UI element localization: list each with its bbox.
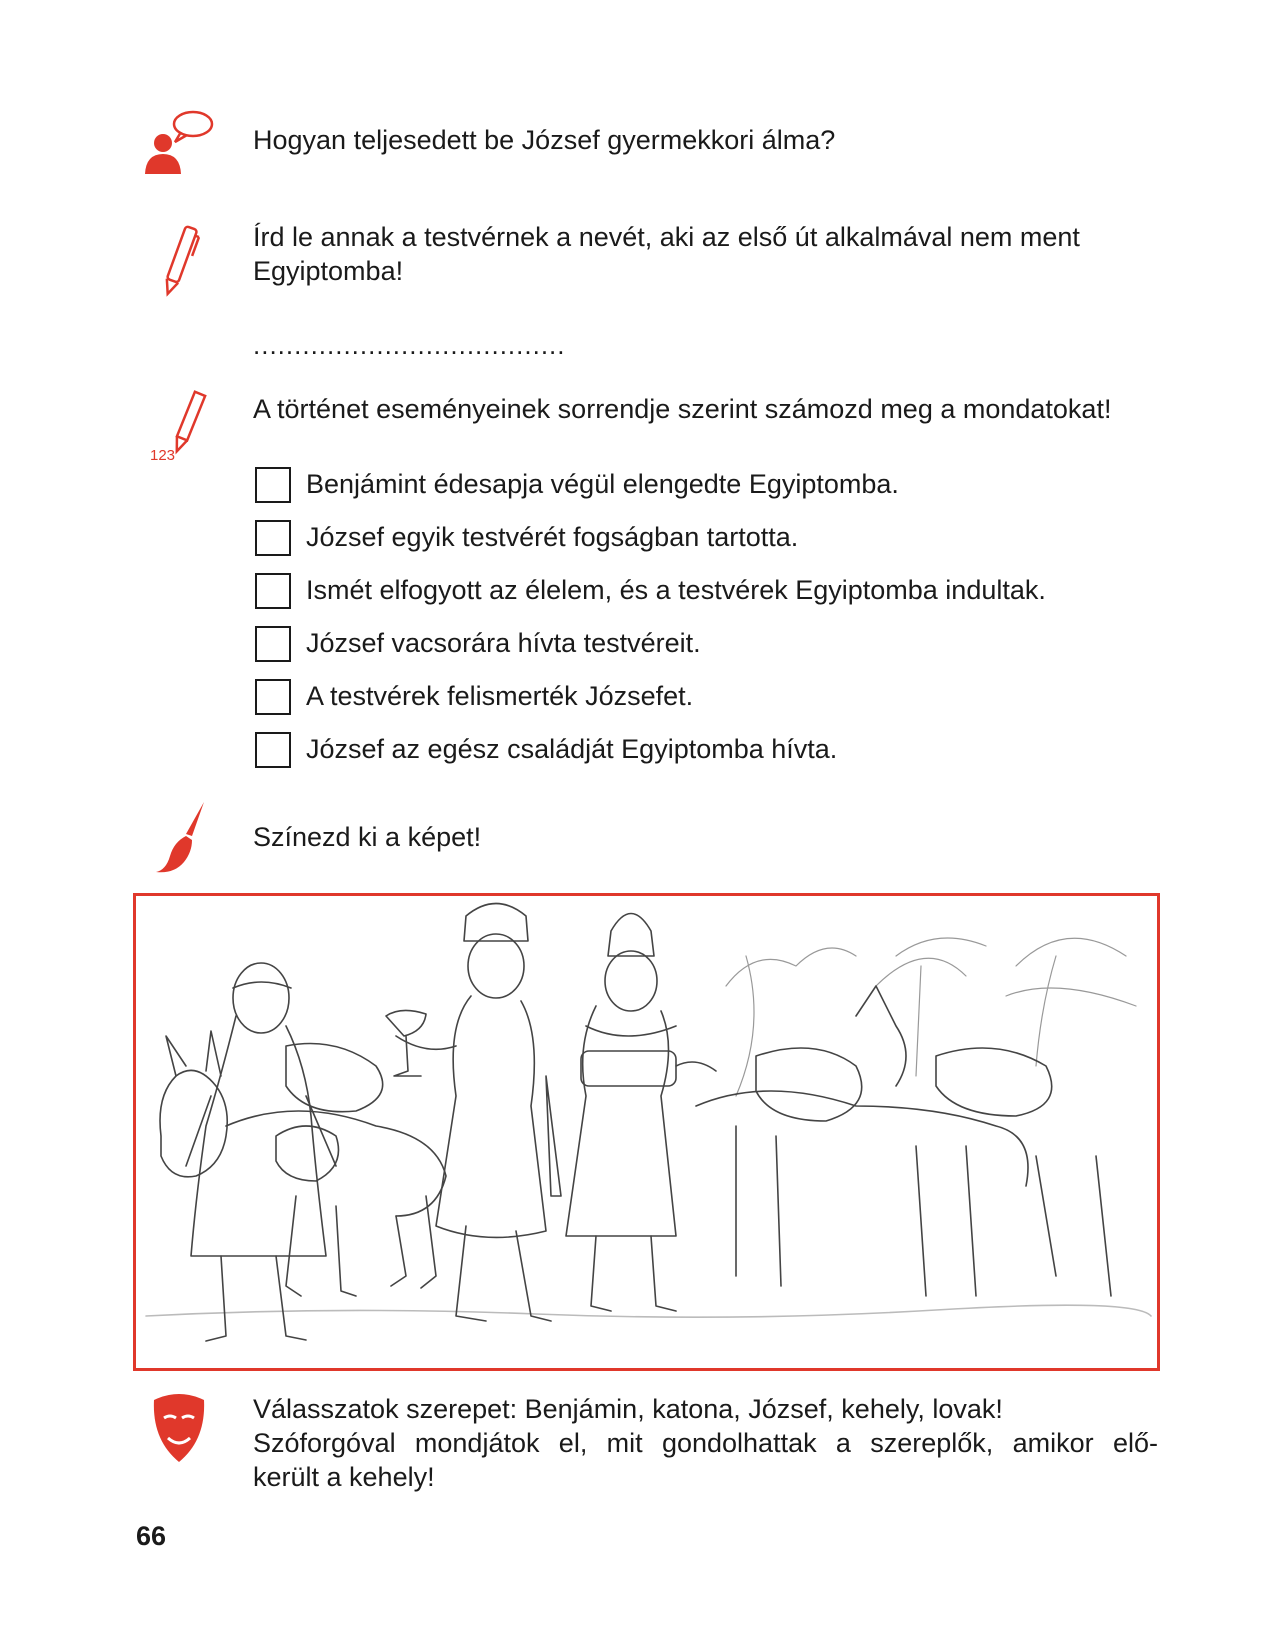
numbering-text: 123	[150, 447, 176, 464]
list-item	[255, 458, 1046, 511]
number-box[interactable]	[255, 732, 291, 768]
list-item	[255, 670, 1046, 723]
number-box[interactable]	[255, 679, 291, 715]
speech-person-icon	[143, 108, 215, 174]
sentence-text: Ismét elfogyott az élelem, és a testvérek Egyiptomba indultak.	[306, 575, 1046, 605]
sentence-text: József egyik testvérét fogságban tartotta.	[306, 522, 799, 552]
number-box[interactable]	[255, 520, 291, 556]
numbering-pencil-icon	[150, 390, 210, 464]
roleplay-line-1: Válasszatok szerepet: Benjámin, katona, József, kehely, lovak!	[253, 1394, 1003, 1424]
discussion-question: Hogyan teljesedett be József gyermekkori álma?	[253, 125, 836, 155]
donkeys-right	[676, 986, 1111, 1296]
list-item	[255, 511, 1046, 564]
ordering-instruction: A történet eseményeinek sorrendje szerint számozd meg a mondatokat!	[253, 394, 1112, 424]
pen-icon	[160, 222, 200, 298]
theater-mask-icon	[150, 1390, 208, 1464]
sentence-text: A testvérek felismerték Józsefet.	[306, 681, 694, 711]
sentence-text: József az egész családját Egyiptomba hívta.	[306, 734, 838, 764]
roleplay-line-3: került a kehely!	[253, 1462, 435, 1492]
figure-soldier	[566, 914, 676, 1312]
figure-benjamin	[186, 963, 336, 1341]
page-number: 66	[136, 1521, 167, 1551]
answer-line[interactable]: ......................................	[253, 330, 566, 360]
sentence-text: József vacsorára hívta testvéreit.	[306, 628, 701, 658]
figure-joseph	[386, 904, 561, 1322]
list-item	[255, 723, 1046, 776]
number-box[interactable]	[255, 467, 291, 503]
list-item	[255, 564, 1046, 617]
paintbrush-icon	[152, 800, 208, 874]
number-box[interactable]	[255, 626, 291, 662]
coloring-picture[interactable]	[133, 893, 1160, 1371]
coloring-instruction: Színezd ki a képet!	[253, 822, 482, 852]
ordering-list	[255, 458, 1046, 776]
sentence-text: Benjámint édesapja végül elengedte Egyiptomba.	[306, 469, 899, 499]
list-item	[255, 617, 1046, 670]
roleplay-line-2: Szóforgóval mondjátok el, mit gondolhattak a szereplők, amikor elő-	[253, 1428, 1158, 1458]
write-name-instruction: Írd le annak a testvérnek a nevét, aki az első út alkalmával nem ment Egyiptomba!	[253, 222, 1080, 286]
number-box[interactable]	[255, 573, 291, 609]
